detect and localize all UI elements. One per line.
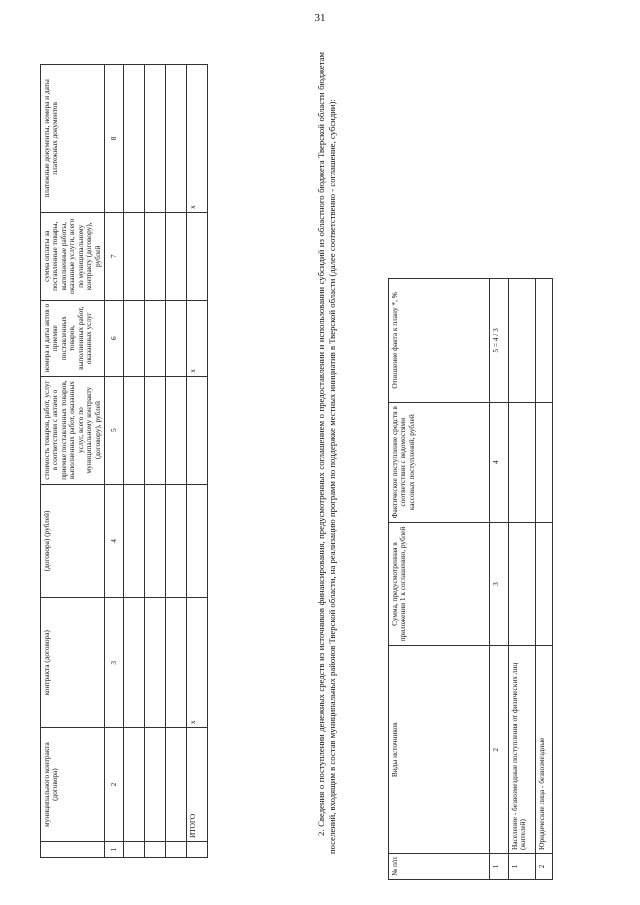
total-row [187, 65, 208, 858]
source-name-cell: Юридические лица - безвозмездные [536, 646, 553, 854]
table-cell [509, 522, 536, 646]
table-header-cell: муниципального контракта (договора) [41, 728, 105, 842]
table-cell [187, 842, 208, 858]
table-cell [509, 402, 536, 522]
table-cell [166, 300, 187, 376]
column-number-cell: 2 [490, 646, 509, 854]
table-cell [145, 376, 166, 484]
table-cell [124, 300, 145, 376]
table-header-row [41, 65, 105, 858]
table-row [166, 65, 187, 858]
table-header-cell: контракта (договора) [41, 598, 105, 728]
table-cell [166, 376, 187, 484]
table-header-cell: Виды источников [389, 646, 490, 854]
table-cell [536, 522, 553, 646]
table-header-cell: Отношение факта к плану *, % [389, 279, 490, 403]
table-header-cell: стоимость товаров, работ, услуг в соответствии с актами о приемке поставленных товаров, выполненных работ, оказанных услуг, всего по муниципальному контракту (договору), рублей [41, 376, 105, 484]
table-cell [166, 598, 187, 728]
table-header-cell: Фактическое поступление средств в соответствии с ведомостями кассовых поступлений, рублей [389, 402, 490, 522]
column-number-cell: 4 [490, 402, 509, 522]
column-number-cell: 6 [105, 300, 124, 376]
source-name-cell: Население - безвозмездные поступления от физических лиц (жителей) [509, 646, 536, 854]
table-header-cell [41, 842, 105, 858]
column-number-cell: 1 [105, 842, 124, 858]
table-cell [145, 212, 166, 300]
table-header-cell: № п/п [389, 854, 490, 880]
column-number-row [105, 65, 124, 858]
column-number-cell: 7 [105, 212, 124, 300]
table-cell [124, 598, 145, 728]
table-row [124, 65, 145, 858]
section-2-text: 2. Сведения о поступлении денежных средств из источников финансирования, предусмотренных соглашением о предоставлении и использовании субсидий из областного бюджета Тверской области бюджетам поселений, входящим в состав муниципальных районов Тверской области, на реализацию программ по поддержке местных инициатив в Тверской области (далее соответственно - соглашение, субсидии): [316, 52, 338, 854]
table-header-cell: Сумма, предусмотренная в приложении 1 к соглашению, рублей [389, 522, 490, 646]
table-cell [166, 65, 187, 213]
column-number-cell: 5 = 4 / 3 [490, 279, 509, 403]
column-number-cell: 3 [490, 522, 509, 646]
column-number-cell: 1 [490, 854, 509, 880]
table-cell [187, 484, 208, 598]
table-cell [509, 279, 536, 403]
table-cell [124, 376, 145, 484]
table-cell [145, 300, 166, 376]
contracts-table [40, 64, 208, 858]
table-row [509, 279, 536, 880]
total-label: ИТОГО [187, 728, 208, 842]
table-cell [187, 212, 208, 300]
table-cell [166, 842, 187, 858]
column-number-cell: 5 [105, 376, 124, 484]
table-cell: 1 [509, 854, 536, 880]
table-header-cell: платежные документы, номера и даты платежных документов [41, 65, 105, 213]
table-header-row [389, 279, 490, 880]
table-cell [166, 212, 187, 300]
column-number-row [490, 279, 509, 880]
column-number-cell: 2 [105, 728, 124, 842]
table-row [536, 279, 553, 880]
table-cell [145, 728, 166, 842]
table-cell: х [187, 598, 208, 728]
column-number-cell: 3 [105, 598, 124, 728]
table-header-cell: номера и даты актов о приемке поставленных товаров, выполненных работ, оказанных услуг [41, 300, 105, 376]
table-cell: х [187, 300, 208, 376]
table-cell: 2 [536, 854, 553, 880]
table-header-cell: (договора) (рублей) [41, 484, 105, 598]
table-cell [124, 65, 145, 213]
table-row [145, 65, 166, 858]
page-number: 31 [314, 12, 326, 24]
table-cell [166, 484, 187, 598]
table-cell [166, 728, 187, 842]
funding-sources-table [388, 278, 553, 880]
table-cell [124, 212, 145, 300]
rotated-page-content [40, 12, 600, 880]
table-cell [536, 279, 553, 403]
table-cell [145, 484, 166, 598]
table-cell [536, 402, 553, 522]
table-cell: х [187, 65, 208, 213]
table-cell [124, 484, 145, 598]
table-cell [145, 65, 166, 213]
table-header-cell: сумма оплаты за поставленные товары, выполненные работы, оказанные услуги, всего по муниципальному контракту (договору), рублей [41, 212, 105, 300]
table-cell [124, 728, 145, 842]
table-cell [145, 598, 166, 728]
table-cell [124, 842, 145, 858]
table-cell [145, 842, 166, 858]
column-number-cell: 4 [105, 484, 124, 598]
column-number-cell: 8 [105, 65, 124, 213]
section-2-paragraph [316, 52, 339, 854]
table-cell [187, 376, 208, 484]
